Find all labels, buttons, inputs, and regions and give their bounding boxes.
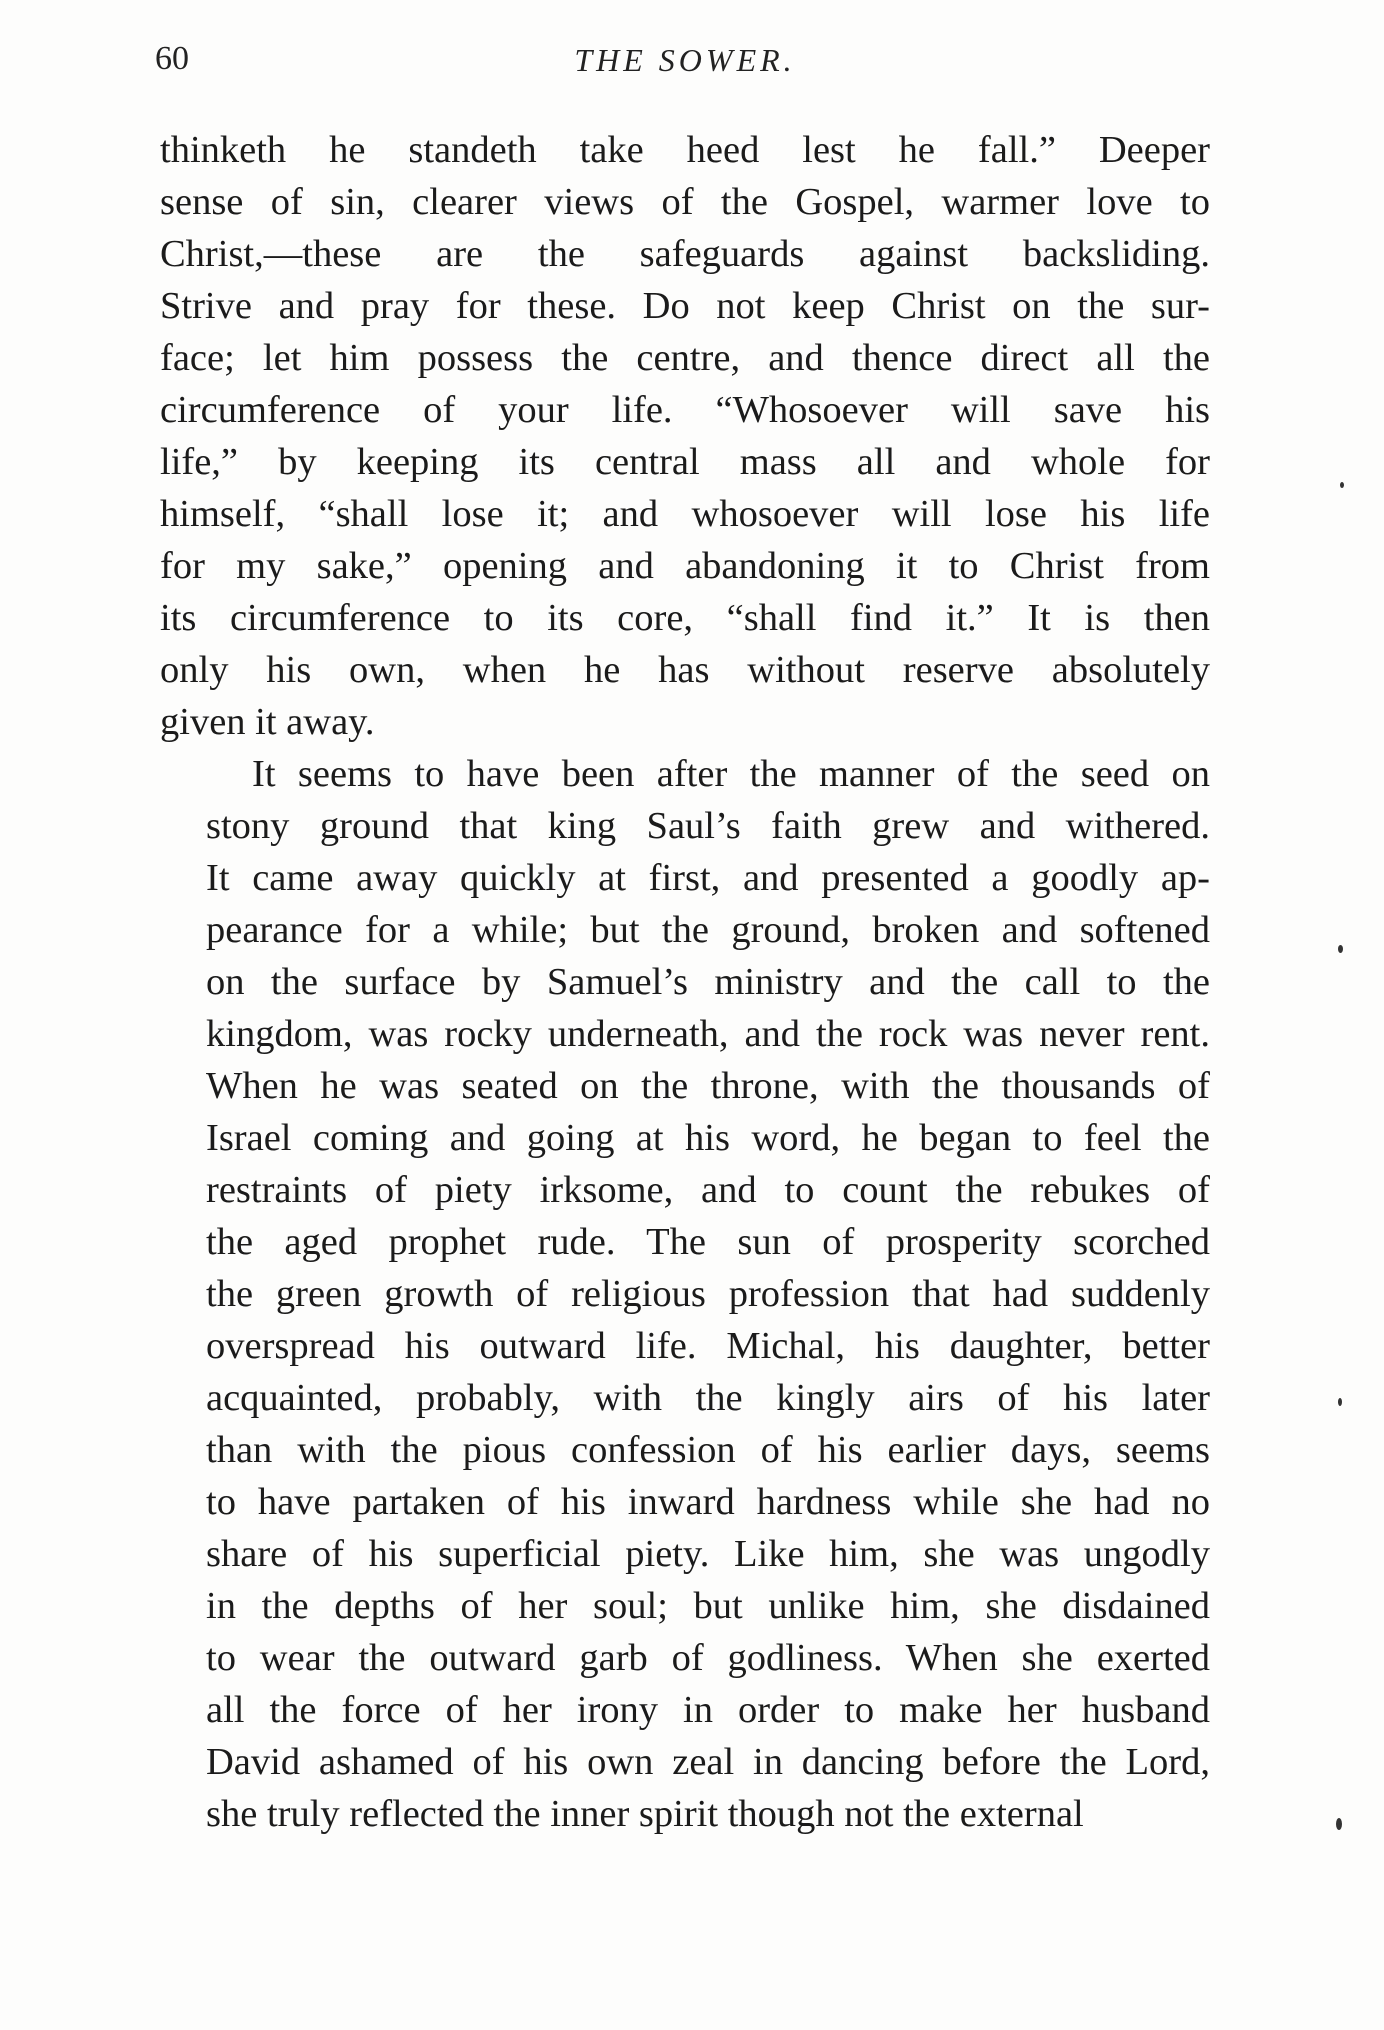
text-line: kingdom, was rocky underneath, and the rock was never rent.: [206, 1013, 1210, 1055]
text-line: given it away.: [160, 701, 375, 743]
text-line: When he was seated on the throne, with the thousands of: [206, 1065, 1210, 1107]
text-line: life,” by keeping its central mass all and whole for: [160, 441, 1210, 483]
text-line: sense of sin, clearer views of the Gospel, warmer love to: [160, 181, 1210, 223]
text-line: overspread his outward life. Michal, his daughter, better: [206, 1325, 1210, 1367]
text-line: restraints of piety irksome, and to count the rebukes of: [206, 1169, 1210, 1211]
speck: [1338, 1398, 1342, 1406]
text-line: acquainted, probably, with the kingly airs of his later: [206, 1377, 1210, 1419]
text-line: the green growth of religious profession that had suddenly: [206, 1273, 1210, 1315]
speck: [1340, 482, 1344, 488]
text-line: in the depths of her soul; but unlike him, she disdained: [206, 1585, 1210, 1627]
text-line: for my sake,” opening and abandoning it to Christ from: [160, 545, 1210, 587]
text-line: Christ,—these are the safeguards against backsliding.: [160, 233, 1210, 275]
text-line: share of his superficial piety. Like him, she was ungodly: [206, 1533, 1210, 1575]
speck: [1338, 945, 1343, 953]
text-line: all the force of her irony in order to make her husband: [206, 1689, 1210, 1731]
text-line: to have partaken of his inward hardness while she had no: [206, 1481, 1210, 1523]
text-line: It seems to have been after the manner of the seed on: [252, 753, 1210, 795]
text-line: stony ground that king Saul’s faith grew and withered.: [206, 805, 1210, 847]
text-line: circumference of your life. “Whosoever will save his: [160, 389, 1210, 431]
paragraph-1: [160, 124, 1210, 748]
text-line: she truly reflected the inner spirit though not the external: [206, 1793, 1084, 1835]
text-line: It came away quickly at first, and presented a goodly ap-: [206, 857, 1210, 899]
text-line: the aged prophet rude. The sun of prosperity scorched: [206, 1221, 1210, 1263]
speck: [1336, 1818, 1342, 1830]
body-text: [160, 124, 1210, 1840]
running-head: [155, 40, 1215, 90]
text-line: Israel coming and going at his word, he began to feel the: [206, 1117, 1210, 1159]
page-number: 60: [155, 40, 189, 77]
text-line: thinketh he standeth take heed lest he fall.” Deeper: [160, 129, 1210, 171]
text-line: David ashamed of his own zeal in dancing before the Lord,: [206, 1741, 1210, 1783]
text-line: face; let him possess the centre, and thence direct all the: [160, 337, 1210, 379]
text-line: Strive and pray for these. Do not keep Christ on the sur-: [160, 285, 1210, 327]
text-line: than with the pious confession of his earlier days, seems: [206, 1429, 1210, 1471]
running-title: THE SOWER.: [574, 42, 796, 78]
text-line: its circumference to its core, “shall find it.” It is then: [160, 597, 1210, 639]
text-line: on the surface by Samuel’s ministry and the call to the: [206, 961, 1210, 1003]
text-line: to wear the outward garb of godliness. When she exerted: [206, 1637, 1210, 1679]
text-line: pearance for a while; but the ground, broken and softened: [206, 909, 1210, 951]
paragraph-2: [160, 748, 1210, 1840]
text-line: himself, “shall lose it; and whosoever will lose his life: [160, 493, 1210, 535]
text-line: only his own, when he has without reserve absolutely: [160, 649, 1210, 691]
